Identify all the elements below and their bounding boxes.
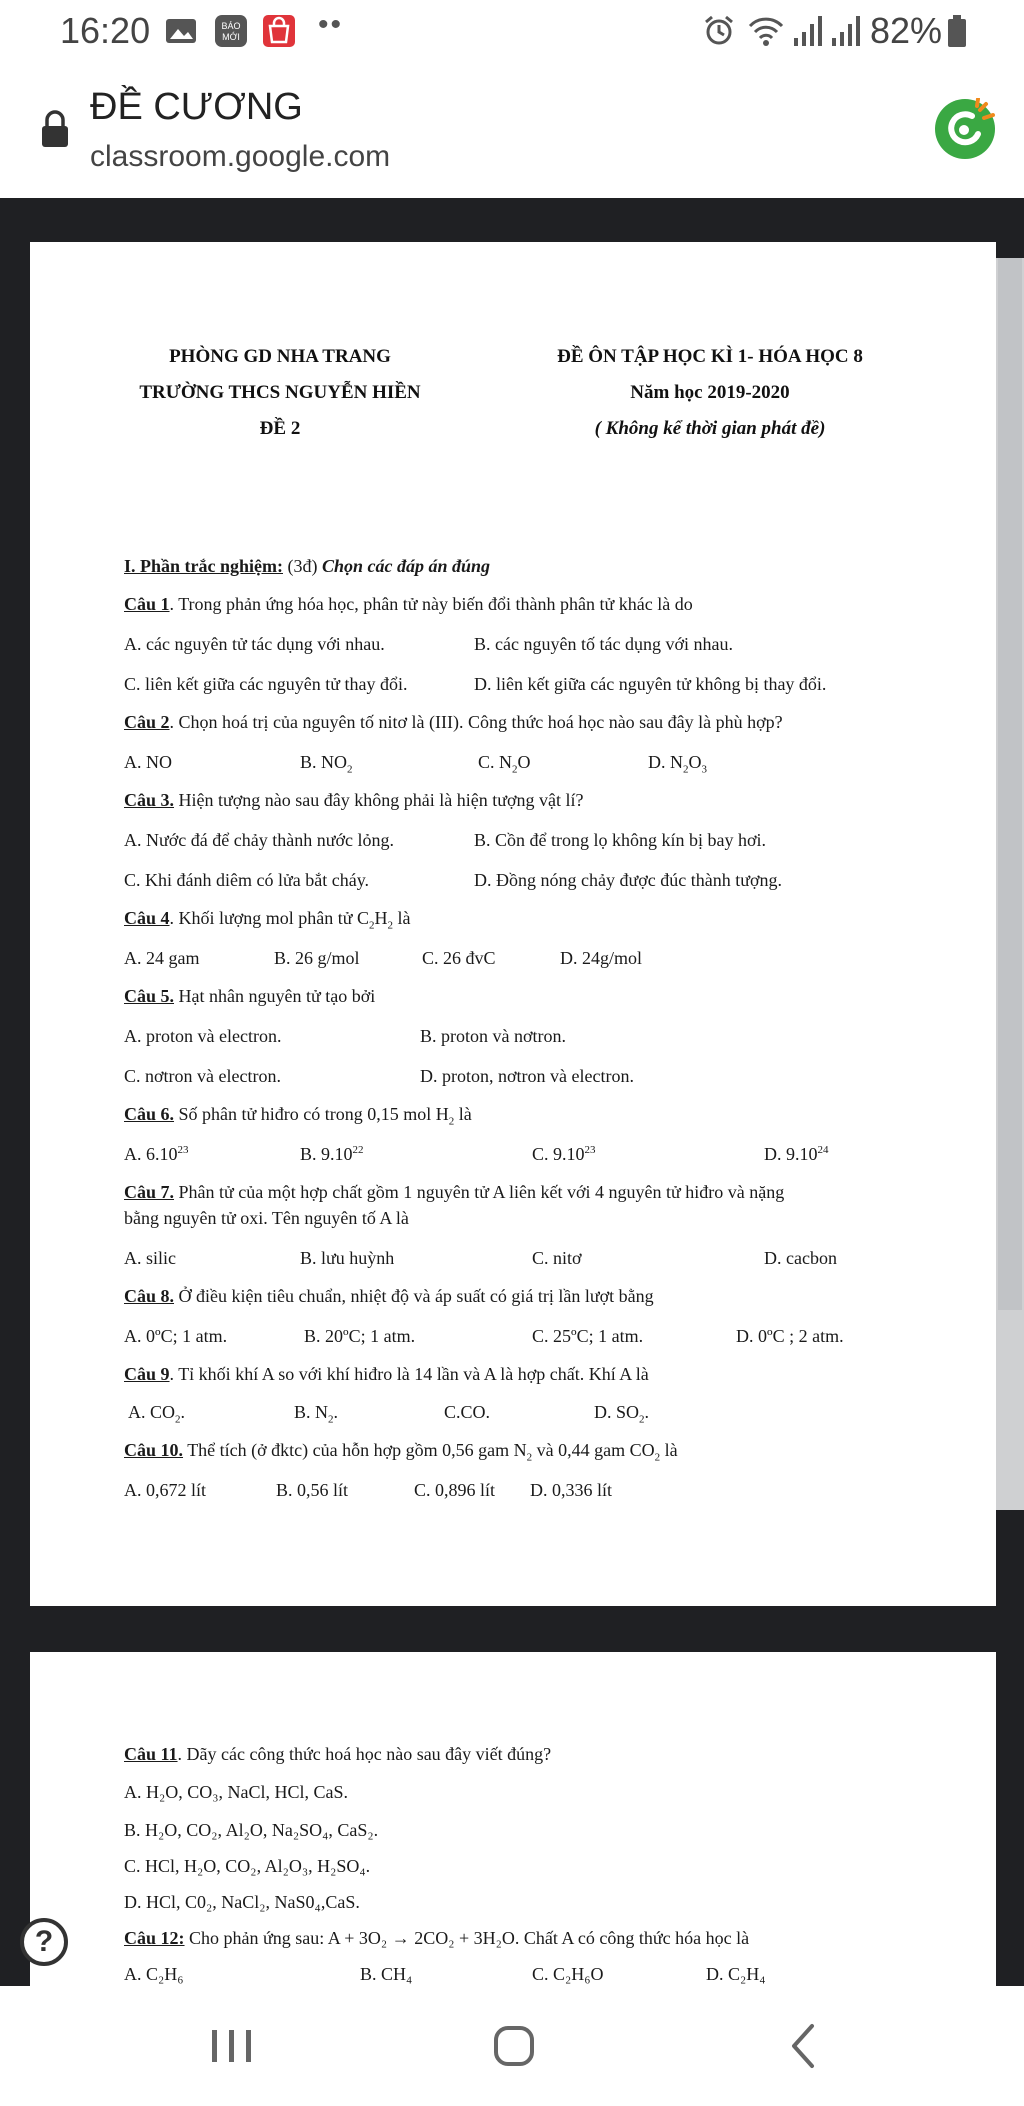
document-viewer[interactable] [0, 198, 1024, 1986]
q5-option-d: D. proton, nơtron và electron. [420, 1066, 634, 1086]
alarm-icon [702, 14, 736, 48]
q3-option-b: B. Cồn để trong lọ không kín bị bay hơi. [474, 830, 767, 850]
school-name: TRƯỜNG THCS NGUYỄN HIỀN [139, 382, 421, 403]
q8-option-c: C. 25ºC; 1 atm. [532, 1326, 644, 1346]
battery-percentage: 82% [870, 10, 943, 51]
navigation-bar [0, 1986, 1024, 2106]
q9-option-d: D. $SO_2$. [594, 1402, 650, 1426]
recent-apps-button[interactable] [200, 2016, 264, 2076]
document-page-2 [30, 1652, 996, 1986]
q11-option-d: D. HCl, C0₂, NaCl₂, NaS0₄,CaS. [124, 1892, 360, 1912]
signal-icon-2 [830, 14, 862, 48]
q7-option-d: D. cacbon [764, 1248, 837, 1268]
q9-option-b: B. $N_2$. [294, 1402, 339, 1426]
question-7-continued: bằng nguyên tử oxi. Tên nguyên tố A là [124, 1208, 409, 1228]
q3-option-c: C. Khi đánh diêm có lửa bắt cháy. [124, 870, 370, 890]
q8-option-a: A. 0ºC; 1 atm. [124, 1326, 228, 1346]
q5-option-a: A. proton và electron. [124, 1026, 282, 1046]
question-7: Câu 7. Phân tử của một hợp chất gồm 1 nguyên tử A liên kết với 4 nguyên tử hiđro và nặng [124, 1182, 785, 1202]
svg-text:BÁO: BÁO [221, 21, 241, 31]
q4-option-b: B. 26 g/mol [274, 948, 360, 968]
signal-icon-1 [792, 14, 824, 48]
scrollbar-thumb[interactable] [998, 258, 1022, 1310]
gallery-icon [164, 14, 198, 48]
q9-option-c: C.CO. [444, 1402, 491, 1422]
school-year: Năm học 2019-2020 [630, 382, 790, 403]
q7-option-a: A. silic [124, 1248, 176, 1268]
time-note: ( Không kể thời gian phát đề) [594, 418, 826, 439]
exam-title: ĐỀ ÔN TẬP HỌC KÌ 1- HÓA HỌC 8 [557, 346, 863, 367]
exam-number: ĐỀ 2 [259, 418, 301, 439]
q8-option-d: D. 0ºC ; 2 atm. [736, 1326, 844, 1346]
q11-option-c: C. HCl, H₂O, CO₂, Al₂O₃, H₂SO₄. [124, 1856, 371, 1876]
document-title: ĐỀ CƯƠNG [90, 86, 303, 128]
q4-option-d: D. 24g/mol [560, 948, 643, 968]
q4-option-a: A. 24 gam [124, 948, 200, 968]
question-3: Câu 3. Hiện tượng nào sau đây không phải là hiện tượng vật lí? [124, 790, 584, 810]
section-heading: I. Phần trắc nghiệm: (3đ) Chọn các đáp án đúng [124, 556, 491, 576]
q2-option-b: B. $NO_2$ [300, 752, 353, 776]
home-button[interactable] [482, 2016, 546, 2076]
status-time: 16:20 [60, 10, 151, 51]
q6-option-b: B. 9.10$^{22}$ [300, 1144, 364, 1164]
q12-option-a: A. C₂H₆ [124, 1964, 184, 1984]
question-2: Câu 2. Chọn hoá trị của nguyên tố nitơ là (III). Công thức hoá học nào sau đây là phù hợp? [124, 712, 783, 732]
q10-option-c: C. 0,896 lít [414, 1480, 496, 1500]
battery-icon [946, 14, 968, 48]
question-1: Câu 1. Trong phản ứng hóa học, phân tử này biến đổi thành phân tử khác là do [124, 594, 693, 614]
question-9: Câu 9. Tỉ khối khí A so với khí hiđro là 14 lần và A là hợp chất. Khí A là [124, 1364, 649, 1384]
document-header [0, 64, 1024, 198]
back-button[interactable] [772, 2016, 836, 2076]
q2-option-d: D. $N_2O_3$ [648, 752, 707, 776]
school-district: PHÒNG GD NHA TRANG [169, 346, 391, 367]
wifi-icon [746, 14, 786, 48]
svg-text:MỚI: MỚI [222, 32, 240, 42]
q10-option-b: B. 0,56 lít [276, 1480, 349, 1500]
q1-option-c: C. liên kết giữa các nguyên tử thay đổi. [124, 674, 408, 694]
q1-option-a: A. các nguyên tử tác dụng với nhau. [124, 634, 385, 654]
question-6: Câu 6. Số phân tử hiđro có trong 0,15 mol $H_2$ là [124, 1104, 472, 1128]
q5-option-c: C. nơtron và electron. [124, 1066, 281, 1086]
q6-option-c: C. 9.10$^{23}$ [532, 1144, 596, 1164]
q12-option-c: C. C₂H₆O [532, 1964, 604, 1984]
q5-option-b: B. proton và nơtron. [420, 1026, 567, 1046]
q4-option-c: C. 26 đvC [422, 948, 496, 968]
q7-option-c: C. nitơ [532, 1248, 582, 1268]
q8-option-b: B. 20ºC; 1 atm. [304, 1326, 416, 1346]
q2-option-a: A. NO [124, 752, 172, 772]
q6-option-d: D. 9.10$^{24}$ [764, 1144, 829, 1164]
q6-option-a: A. 6.10$^{23}$ [124, 1144, 189, 1164]
question-12: Câu 12: Cho phản ứng sau: A + 3O₂ → 2CO₂ + 3H₂O. Chất A có công thức hóa học là [124, 1928, 750, 1948]
q7-option-b: B. lưu huỳnh [300, 1248, 395, 1268]
question-10: Câu 10. Thể tích (ở đktc) của hỗn hợp gồm 0,56 gam $N_2$ và 0,44 gam $CO_2$ là [124, 1440, 678, 1464]
app-logo-icon[interactable] [934, 98, 996, 160]
question-8: Câu 8. Ở điều kiện tiêu chuẩn, nhiệt độ và áp suất có giá trị lần lượt bằng [124, 1286, 654, 1306]
question-11: Câu 11. Dãy các công thức hoá học nào sau đây viết đúng? [124, 1744, 552, 1764]
q3-option-d: D. Đồng nóng chảy được đúc thành tượng. [474, 870, 782, 890]
q11-option-b: B. H₂O, CO₂, Al₂O, Na₂SO₄, CaS₂. [124, 1820, 379, 1840]
lock-icon [40, 110, 70, 148]
q2-option-c: C. $N_2O$ [478, 752, 531, 776]
shopping-app-icon [262, 14, 296, 48]
q10-option-d: D. 0,336 lít [530, 1480, 613, 1500]
q1-option-b: B. các nguyên tố tác dụng với nhau. [474, 634, 733, 654]
q9-option-a: A. $CO_2$. [128, 1402, 186, 1426]
q1-option-d: D. liên kết giữa các nguyên tử không bị thay đổi. [474, 674, 827, 694]
document-page-1 [30, 242, 996, 1606]
more-notifications-icon: •• [318, 8, 344, 41]
status-bar [0, 0, 1024, 64]
q10-option-a: A. 0,672 lít [124, 1480, 207, 1500]
q3-option-a: A. Nước đá để chảy thành nước lỏng. [124, 830, 394, 850]
news-app-icon [214, 14, 248, 48]
q11-option-a: A. H₂O, CO₃, NaCl, HCl, CaS. [124, 1782, 349, 1802]
question-4: Câu 4. Khối lượng mol phân tử $C_2H_2$ là [124, 908, 411, 932]
document-domain: classroom.google.com [90, 140, 391, 173]
q12-option-b: B. CH₄ [360, 1964, 413, 1984]
q12-option-d: D. C₂H₄ [706, 1964, 766, 1984]
question-5: Câu 5. Hạt nhân nguyên tử tạo bởi [124, 986, 376, 1006]
help-button[interactable]: ? [20, 1918, 68, 1966]
